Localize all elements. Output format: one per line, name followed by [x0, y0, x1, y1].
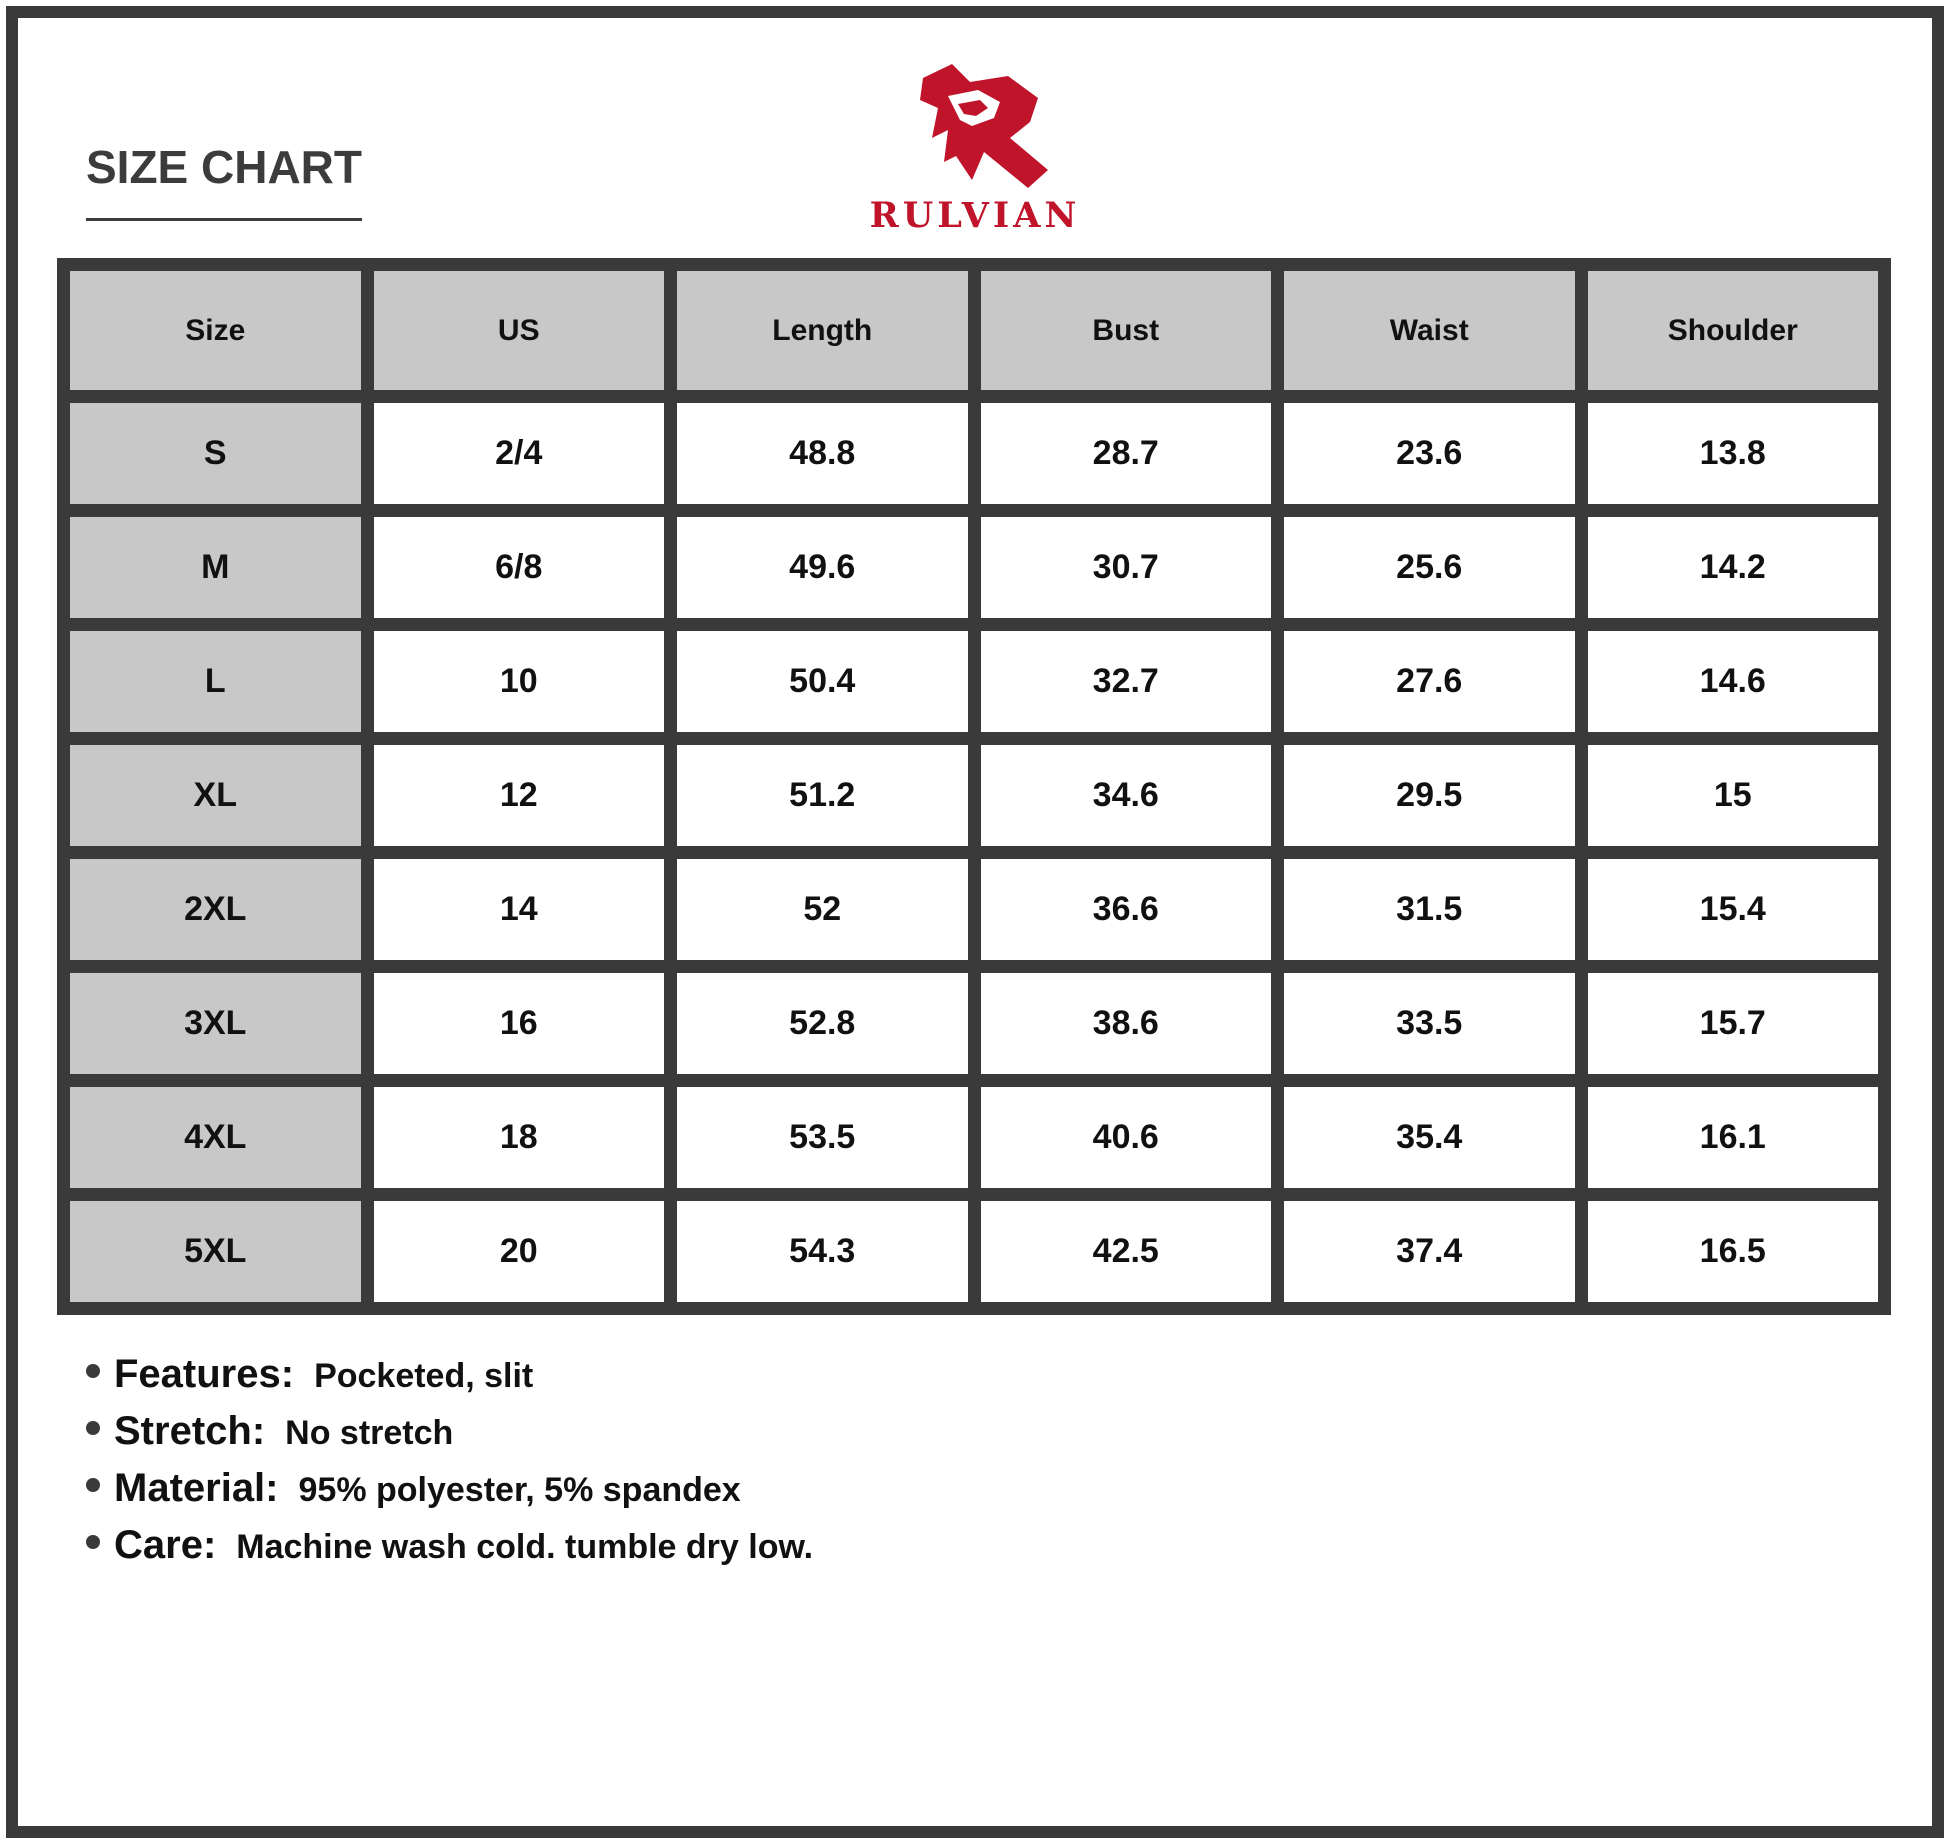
table-cell: 36.6 [981, 859, 1272, 960]
table-cell: 48.8 [677, 403, 968, 504]
bullet-icon [86, 1535, 100, 1549]
table-body [70, 403, 1878, 1302]
size-cell: 2XL [70, 859, 361, 960]
table-cell: 52 [677, 859, 968, 960]
table-cell: 14.2 [1588, 517, 1879, 618]
size-table [57, 258, 1891, 1315]
spec-item [86, 1352, 813, 1409]
page-title: SIZE CHART [86, 141, 362, 193]
column-header-shoulder: Shoulder [1588, 271, 1879, 390]
size-cell: XL [70, 745, 361, 846]
table-cell: 12 [374, 745, 665, 846]
size-cell: 3XL [70, 973, 361, 1074]
spec-value: No stretch [285, 1414, 454, 1452]
table-row [70, 973, 1878, 1074]
table-row [70, 1087, 1878, 1188]
bullet-icon [86, 1421, 100, 1435]
table-cell: 42.5 [981, 1201, 1272, 1302]
table-cell: 28.7 [981, 403, 1272, 504]
table-cell: 13.8 [1588, 403, 1879, 504]
table-cell: 33.5 [1284, 973, 1575, 1074]
column-header-us: US [374, 271, 665, 390]
table-cell: 37.4 [1284, 1201, 1575, 1302]
table-cell: 40.6 [981, 1087, 1272, 1188]
size-cell: 4XL [70, 1087, 361, 1188]
spec-value: Machine wash cold. tumble dry low. [236, 1528, 814, 1566]
spec-item [86, 1523, 813, 1580]
table-cell: 50.4 [677, 631, 968, 732]
table-row [70, 745, 1878, 846]
spec-label: Stretch: [114, 1409, 266, 1453]
bullet-icon [86, 1364, 100, 1378]
spec-item [86, 1409, 813, 1466]
bullet-icon [86, 1478, 100, 1492]
size-cell: 5XL [70, 1201, 361, 1302]
table-cell: 30.7 [981, 517, 1272, 618]
table-cell: 23.6 [1284, 403, 1575, 504]
table-cell: 34.6 [981, 745, 1272, 846]
table-cell: 16.1 [1588, 1087, 1879, 1188]
table-row [70, 403, 1878, 504]
table-cell: 54.3 [677, 1201, 968, 1302]
table-cell: 2/4 [374, 403, 665, 504]
table-cell: 15 [1588, 745, 1879, 846]
table-cell: 14 [374, 859, 665, 960]
size-cell: L [70, 631, 361, 732]
column-header-length: Length [677, 271, 968, 390]
spec-label: Material: [114, 1466, 279, 1510]
brand-logo [860, 60, 1090, 240]
spec-list [86, 1352, 813, 1580]
table-cell: 32.7 [981, 631, 1272, 732]
table-cell: 51.2 [677, 745, 968, 846]
spec-label: Care: [114, 1523, 217, 1567]
spec-item [86, 1466, 813, 1523]
table-cell: 25.6 [1284, 517, 1575, 618]
table-cell: 14.6 [1588, 631, 1879, 732]
table-cell: 6/8 [374, 517, 665, 618]
table-cell: 31.5 [1284, 859, 1575, 960]
table-cell: 18 [374, 1087, 665, 1188]
table-cell: 52.8 [677, 973, 968, 1074]
table-cell: 53.5 [677, 1087, 968, 1188]
spec-label: Features: [114, 1352, 295, 1396]
size-cell: M [70, 517, 361, 618]
spec-value: 95% polyester, 5% spandex [298, 1471, 741, 1509]
table-cell: 20 [374, 1201, 665, 1302]
table-cell: 35.4 [1284, 1087, 1575, 1188]
table-cell: 15.7 [1588, 973, 1879, 1074]
table-row [70, 1201, 1878, 1302]
table-cell: 16.5 [1588, 1201, 1879, 1302]
table-cell: 16 [374, 973, 665, 1074]
size-cell: S [70, 403, 361, 504]
column-header-size: Size [70, 271, 361, 390]
column-header-bust: Bust [981, 271, 1272, 390]
table-row [70, 517, 1878, 618]
table-row [70, 859, 1878, 960]
column-header-waist: Waist [1284, 271, 1575, 390]
brand-wordmark: RULVIAN [869, 195, 1081, 236]
spec-value: Pocketed, slit [314, 1357, 534, 1395]
table-cell: 27.6 [1284, 631, 1575, 732]
title-underline [86, 218, 362, 221]
table-header-row [70, 271, 1878, 390]
table-cell: 29.5 [1284, 745, 1575, 846]
table-cell: 10 [374, 631, 665, 732]
table-row [70, 631, 1878, 732]
brand-r-icon [860, 60, 1090, 195]
table-cell: 49.6 [677, 517, 968, 618]
table-cell: 15.4 [1588, 859, 1879, 960]
table-cell: 38.6 [981, 973, 1272, 1074]
